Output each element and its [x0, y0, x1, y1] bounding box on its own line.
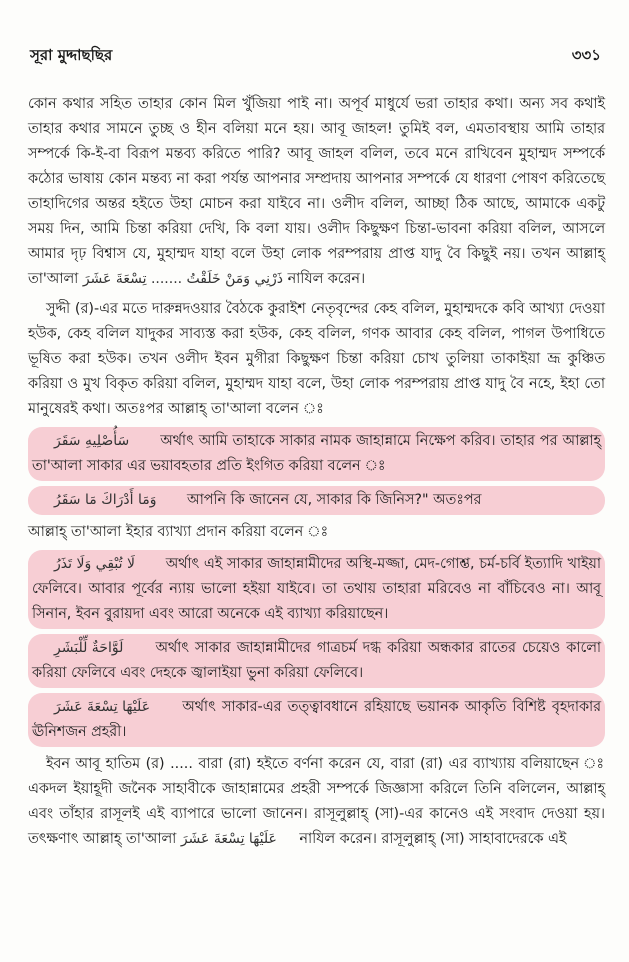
paragraph-2 — [28, 297, 605, 422]
paragraph-1-end: নাযিল করেন। — [287, 271, 366, 287]
arabic-verse: عَلَيْهَا تِسْعَةَ عَشَرَ — [54, 699, 151, 715]
highlight-block-2 — [28, 486, 605, 515]
paragraph-2-text: সুদ্দী (র)-এর মতে দারুন্নদওয়ার বৈঠকে কুরাইশ নেতৃবৃন্দের কেহ বলিল, মুহাম্মদকে কবি আখ্যা দেওয়া হউক, কেহ বলিল যাদুকর সাব্যস্ত করা হউক, কেহ বলিল, গণক আবার কেহ বলিল, পাগল উপাধিতে ভূষিত করা হউক। তখন ওলীদ ইবন মুগীরা কিছুক্ষণ চিন্তা করিয়া চোখ তুলিয়া তাকাইয়া ভ্রূ কুঞ্চিত করিয়া ও মুখ বিকৃত করিয়া বলিল, মুহাম্মদ যাহা বলে, উহা লোক পরম্পরায় প্রাপ্ত যাদু বৈ নহে, ইহা তো মানুষেরই কথা। অতঃপর আল্লাহ্ তা'আলা বলেন ঃ — [28, 301, 605, 417]
paragraph-3 — [28, 752, 605, 852]
page-number: ৩৩১ — [571, 46, 601, 64]
paragraph-3-end: নাযিল করেন। রাসূলুল্লাহ্ (সা) সাহাবাদেরকে এই — [299, 831, 567, 847]
bridge-text: আল্লাহ্ তা'আলা ইহার ব্যাখ্যা প্রদান করিয়া বলেন ঃ — [28, 524, 329, 540]
highlight-5-text: অর্থাৎ সাকার-এর তত্ত্বাবধানে রহিয়াছে ভয়ানক আকৃতি বিশিষ্ট বৃহদাকার ঊনিশজন প্রহরী। — [32, 699, 601, 740]
arabic-verse: لَوَّاحَةٌ لِّلْبَشَرِ — [54, 640, 124, 656]
page-body — [28, 92, 605, 857]
paragraph-1-text: কোন কথার সহিত তাহার কোন মিল খুঁজিয়া পাই না। অপূর্ব মাধুর্যে ভরা তাহার কথা। অন্য সব কথাই তাহার কথার সামনে তুচ্ছ ও হীন বলিয়া মনে হয়। আবূ জাহল! তুমিই বল, এমতাবস্থায় আমি তাহার সম্পর্কে কি-ই-বা বিরূপ মন্তব্য করিতে পারি? আবূ জাহল বলিল, তবে মনে রাখিবেন মুহাম্মদ সম্পর্কে কঠোর ভাষায় কোন মন্তব্য না করা পর্যন্ত আপনার সম্প্রদায় আপনার সম্পর্কে যে ধারণা পোষণ করিতেছে তাহাদিগের অন্তর হইতে উহা মোচন করা যাইবে না। ওলীদ বলিল, আচ্ছা ঠিক আছে, আমাকে একটু সময় দিন, আমি চিন্তা করিয়া দেখি, কি বলা যায়। ওলীদ কিছুক্ষণ চিন্তা-ভাবনা করিয়া বলিল, আসলে আমার দৃঢ় বিশ্বাস যে, মুহাম্মদ যাহা বলে উহা লোক পরম্পরায় প্রাপ্ত যাদু বৈ কিছুই নয়। তখন আল্লাহ্ তা'আলা — [28, 96, 605, 287]
highlight-4-text: অর্থাৎ সাকার জাহান্নামীদের গাত্রচর্ম দগ্ধ করিয়া অন্ধকার রাতের চেয়েও কালো করিয়া ফেলিবে এবং দেহকে জ্বালাইয়া ভুনা করিয়া ফেলিবে। — [32, 640, 601, 681]
paragraph-1 — [28, 92, 605, 292]
arabic-verse: وَمَا أَدْرَاكَ مَا سَقَرُ — [54, 492, 157, 508]
highlight-block-3 — [28, 550, 605, 629]
highlight-block-4 — [28, 634, 605, 688]
highlight-3-text: অর্থাৎ এই সাকার জাহান্নামীদের অস্থি-মজ্জা, মেদ-গোশ্ত, চর্ম-চর্বি ইত্যাদি খাইয়া ফেলিবে। আবার পূর্বের ন্যায় ভালো হইয়া যাইবে। তা তথায় তাহারা মরিবেও না বাঁচিবেও না। আবূ সিনান, ইবন বুরায়দা এবং আরো অনেকে এই ব্যাখ্যা করিয়াছেন। — [32, 556, 601, 622]
paragraph-bridge — [28, 520, 605, 545]
highlight-block-5 — [28, 693, 605, 747]
arabic-verse: لَا تُبْقِي وَلَا تَذَرُ — [54, 556, 135, 572]
arabic-verse: ذَرْنِي وَمَنْ خَلَقْتُ ....... تِسْعَةَ عَشَرَ — [82, 271, 284, 287]
highlight-1-text: অর্থাৎ আমি তাহাকে সাকার নামক জাহান্নামে নিক্ষেপ করিব। তাহার পর আল্লাহ্ তা'আলা সাকার এর ভয়াবহতার প্রতি ইংগিত করিয়া বলেন ঃ — [32, 433, 602, 474]
highlight-block-1 — [28, 427, 605, 481]
arabic-verse: سَأُصْلِيهِ سَقَرَ — [54, 433, 130, 449]
surah-title: সূরা মুদ্দাছছির — [30, 46, 113, 64]
page-header — [30, 44, 601, 70]
arabic-verse: عَلَيْهَا تِسْعَةَ عَشَرَ — [180, 831, 277, 847]
paragraph-3-text: ইবন আবূ হাতিম (র) ..... বারা (রা) হইতে বর্ণনা করেন যে, বারা (রা) এর ব্যাখ্যায় বলিয়াছেন ঃ একদল ইয়াহূদী জনৈক সাহাবীকে জাহান্নামের প্রহরী সম্পর্কে জিজ্ঞাসা করিলে তিনি বলিলেন, আল্লাহ্ এবং তাঁহার রাসূলই এই ব্যাপারে ভালো জানেন। রাসূলুল্লাহ্ (সা)-এর কানেও এই সংবাদ দেওয়া হয়। তৎক্ষণাৎ আল্লাহ্ তা'আলা — [28, 756, 605, 847]
highlight-2-text: আপনি কি জানেন যে, সাকার কি জিনিস?" অতঃপর — [187, 492, 482, 508]
